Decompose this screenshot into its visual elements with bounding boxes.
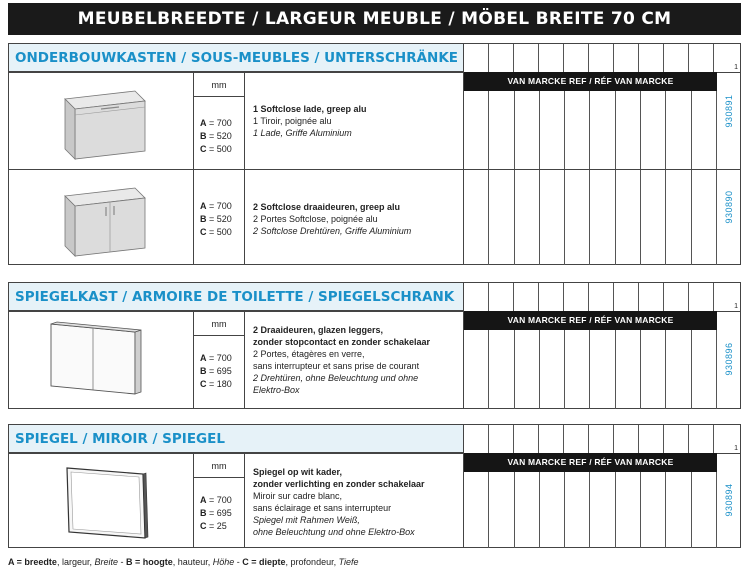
product-image [9,312,194,409]
desc-de: 1 Lade, Griffe Aluminium [253,128,352,138]
reference-code: 930890 [724,190,734,224]
desc-fr: Miroir sur cadre blanc, [253,491,343,501]
table-row [9,169,741,265]
product-image [9,170,194,265]
dimension-values: A = 700 B = 520 C = 500 [200,118,232,154]
desc-fr: 2 Portes, étagères en verre, [253,349,365,359]
desc-de: ohne Beleuchtung und ohne Elektro-Box [253,527,415,537]
reference-code: 930896 [724,342,734,376]
mirror-icon [9,454,194,549]
vm-ref-bar: VAN MARCKE REF / RÉF VAN MARCKE [464,453,717,472]
header-grid [464,44,741,72]
header-grid [464,283,741,311]
grid-corner-label: 1 [734,445,738,452]
dimension-values: A = 700 B = 695 C = 25 [200,495,232,531]
description [245,73,464,169]
section-base-cabinets [8,43,741,265]
header-grid [464,425,741,453]
drawer-cabinet-icon [9,73,194,170]
desc-nl: Spiegel op wit kader, [253,467,343,477]
desc-fr: 2 Portes Softclose, poignée alu [253,214,378,224]
vm-ref-bar: VAN MARCKE REF / RÉF VAN MARCKE [464,311,717,330]
vm-ref-bar: VAN MARCKE REF / RÉF VAN MARCKE [464,72,717,91]
desc-nl: zonder verlichting en zonder schakelaar [253,479,425,489]
section-mirror [8,424,741,548]
dimension-values: A = 700 B = 520 C = 500 [200,201,232,237]
dimensions [194,312,245,409]
desc-fr: sans éclairage et sans interrupteur [253,503,392,513]
desc-fr: sans interrupteur et sans prise de courant [253,361,420,371]
mirror-cabinet-icon [9,312,194,410]
unit-label: mm [194,73,244,97]
desc-de: 2 Softclose Drehtüren, Griffe Aluminium [253,226,412,236]
product-image [9,454,194,548]
section-heading: SPIEGEL / MIROIR / SPIEGEL [9,425,464,453]
page-title: MEUBELBREEDTE / LARGEUR MEUBLE / MÖBEL BREITE 70 CM [8,3,741,35]
product-image [9,73,194,169]
unit-label: mm [194,454,244,478]
dimension-values: A = 700 B = 695 C = 180 [200,353,232,389]
dimensions [194,454,245,548]
desc-nl: zonder stopcontact en zonder schakelaar [253,337,431,347]
section-heading: SPIEGELKAST / ARMOIRE DE TOILETTE / SPIEGELSCHRANK [9,283,464,311]
description [245,170,464,265]
door-cabinet-icon [9,170,194,266]
description [245,454,464,548]
unit-label: mm [194,312,244,336]
section-heading: ONDERBOUWKASTEN / SOUS-MEUBLES / UNTERSCHRÄNKE [9,44,464,72]
desc-de: Elektro-Box [253,385,300,395]
grid-corner-label: 1 [734,64,738,71]
reference-code: 930891 [724,94,734,128]
desc-de: 2 Drehtüren, ohne Beleuchtung und ohne [253,373,419,383]
reference-code: 930894 [724,483,734,517]
desc-nl: 2 Draaideuren, glazen leggers, [253,325,384,335]
desc-nl: 1 Softclose lade, greep alu [253,104,367,114]
desc-fr: 1 Tiroir, poignée alu [253,116,332,126]
dimensions [194,170,245,265]
desc-de: Spiegel mit Rahmen Weiß, [253,515,360,525]
description [245,312,464,409]
legend-footer: A = breedte, largeur, Breite - B = hoogte, hauteur, Höhe - C = diepte, profondeur, Tiefe [8,557,359,567]
section-mirror-cabinet [8,282,741,409]
grid-corner-label: 1 [734,303,738,310]
dimensions [194,73,245,169]
desc-nl: 2 Softclose draaideuren, greep alu [253,202,401,212]
